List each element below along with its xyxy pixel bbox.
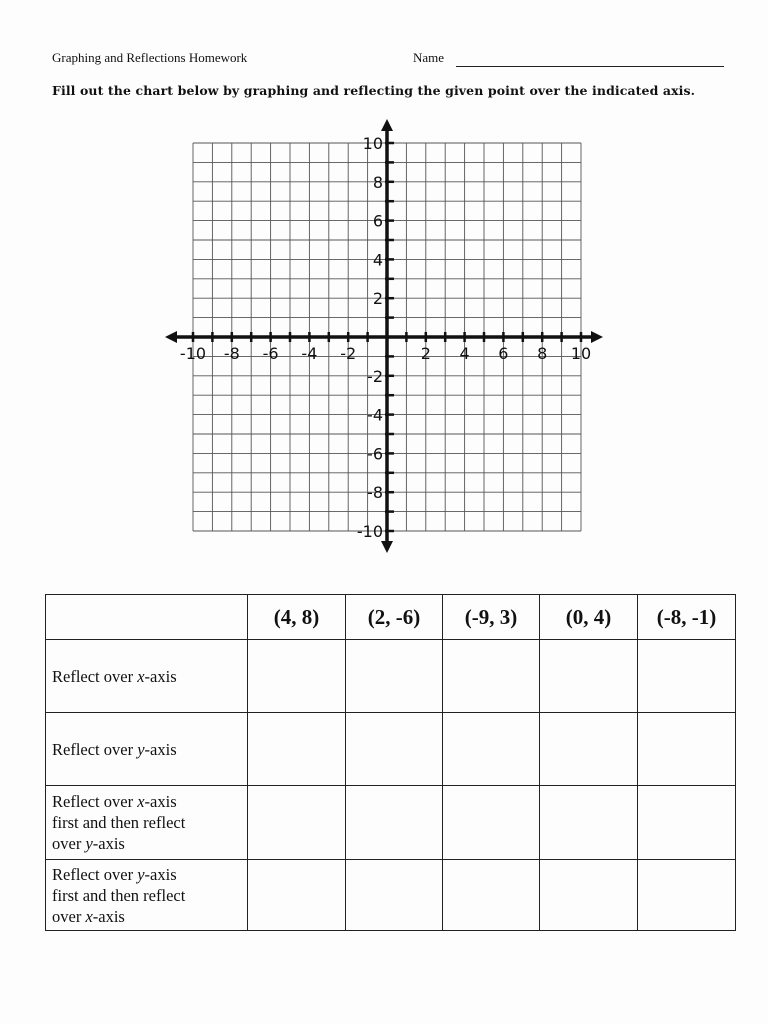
answer-input[interactable] (638, 786, 735, 859)
answer-cell[interactable] (638, 713, 736, 786)
y-axis-down-arrow-icon (381, 541, 393, 553)
answer-cell[interactable] (346, 640, 443, 713)
y-tick-label: 4 (372, 250, 383, 270)
x-tick-label: -2 (340, 344, 357, 363)
answer-input[interactable] (443, 860, 539, 930)
answer-cell[interactable] (443, 860, 540, 931)
answer-input[interactable] (540, 786, 637, 859)
y-tick-label: 2 (372, 289, 383, 309)
point-header-4: (0, 4) (540, 595, 638, 640)
y-tick-label: -8 (367, 483, 383, 503)
row-label-reflect-x-then-y: Reflect over x-axis first and then reflect over y-axis (46, 786, 248, 860)
answer-input[interactable] (248, 860, 345, 930)
answer-cell[interactable] (443, 640, 540, 713)
answer-cell[interactable] (443, 786, 540, 860)
answer-cell[interactable] (248, 786, 346, 860)
answer-input[interactable] (248, 640, 345, 712)
corner-cell (46, 595, 248, 640)
worksheet-title: Graphing and Reflections Homework (52, 50, 248, 65)
y-tick-label: -4 (367, 405, 383, 425)
point-header-3: (-9, 3) (443, 595, 540, 640)
answer-input[interactable] (346, 860, 442, 930)
y-tick-label: 8 (372, 172, 383, 192)
answer-cell[interactable] (540, 640, 638, 713)
x-tick-label: 10 (570, 344, 592, 363)
answer-input[interactable] (540, 713, 637, 785)
chart-row-reflect-x (46, 640, 736, 713)
row-label-reflect-y-then-x: Reflect over y-axis first and then reflect over x-axis (46, 860, 248, 931)
answer-input[interactable] (248, 713, 345, 785)
answer-input[interactable] (443, 786, 539, 859)
answer-input[interactable] (443, 713, 539, 785)
x-tick-label: -10 (179, 344, 207, 363)
y-tick-label: -6 (367, 444, 383, 464)
answer-cell[interactable] (346, 786, 443, 860)
answer-input[interactable] (540, 860, 637, 930)
x-tick-label: 4 (459, 344, 470, 363)
answer-cell[interactable] (248, 640, 346, 713)
x-axis-left-arrow-icon (165, 331, 177, 343)
chart-header-row (46, 595, 736, 640)
answer-cell[interactable] (248, 860, 346, 931)
chart-row-reflect-x-then-y (46, 786, 736, 860)
answer-cell[interactable] (638, 640, 736, 713)
x-axis-right-arrow-icon (591, 331, 603, 343)
x-tick-label: 8 (537, 344, 548, 363)
chart-row-reflect-y-then-x (46, 860, 736, 931)
answer-cell[interactable] (638, 786, 736, 860)
answer-input[interactable] (540, 640, 637, 712)
answer-cell[interactable] (540, 713, 638, 786)
answer-input[interactable] (346, 640, 442, 712)
row-label-reflect-y: Reflect over y-axis (46, 713, 248, 786)
name-label: Name (413, 50, 445, 65)
answer-input[interactable] (638, 640, 735, 712)
answer-cell[interactable] (638, 860, 736, 931)
y-tick-label: 6 (372, 211, 383, 231)
answer-input[interactable] (346, 713, 442, 785)
x-tick-label: -6 (262, 344, 279, 363)
answer-cell[interactable] (346, 860, 443, 931)
answer-cell[interactable] (248, 713, 346, 786)
answer-cell[interactable] (443, 713, 540, 786)
answer-input[interactable] (346, 786, 442, 859)
answer-input[interactable] (638, 860, 735, 930)
row-label-reflect-x: Reflect over x-axis (46, 640, 248, 713)
point-header-2: (2, -6) (346, 595, 443, 640)
x-tick-label: -8 (223, 344, 240, 363)
point-header-5: (-8, -1) (638, 595, 736, 640)
point-header-1: (4, 8) (248, 595, 346, 640)
answer-input[interactable] (443, 640, 539, 712)
answer-cell[interactable] (540, 860, 638, 931)
y-axis-up-arrow-icon (381, 119, 393, 131)
y-tick-label: -10 (356, 522, 383, 541)
chart-row-reflect-y (46, 713, 736, 786)
x-tick-label: 6 (498, 344, 509, 363)
x-tick-label: -4 (301, 344, 318, 363)
answer-cell[interactable] (540, 786, 638, 860)
answer-input[interactable] (638, 713, 735, 785)
answer-input[interactable] (248, 786, 345, 859)
answer-cell[interactable] (346, 713, 443, 786)
y-tick-label: 10 (362, 134, 383, 153)
instructions: Fill out the chart below by graphing and reflecting the given point over the indicated axis. (52, 83, 696, 98)
y-tick-label: -2 (367, 366, 383, 386)
x-tick-label: 2 (420, 344, 431, 363)
reflection-chart (45, 594, 736, 931)
